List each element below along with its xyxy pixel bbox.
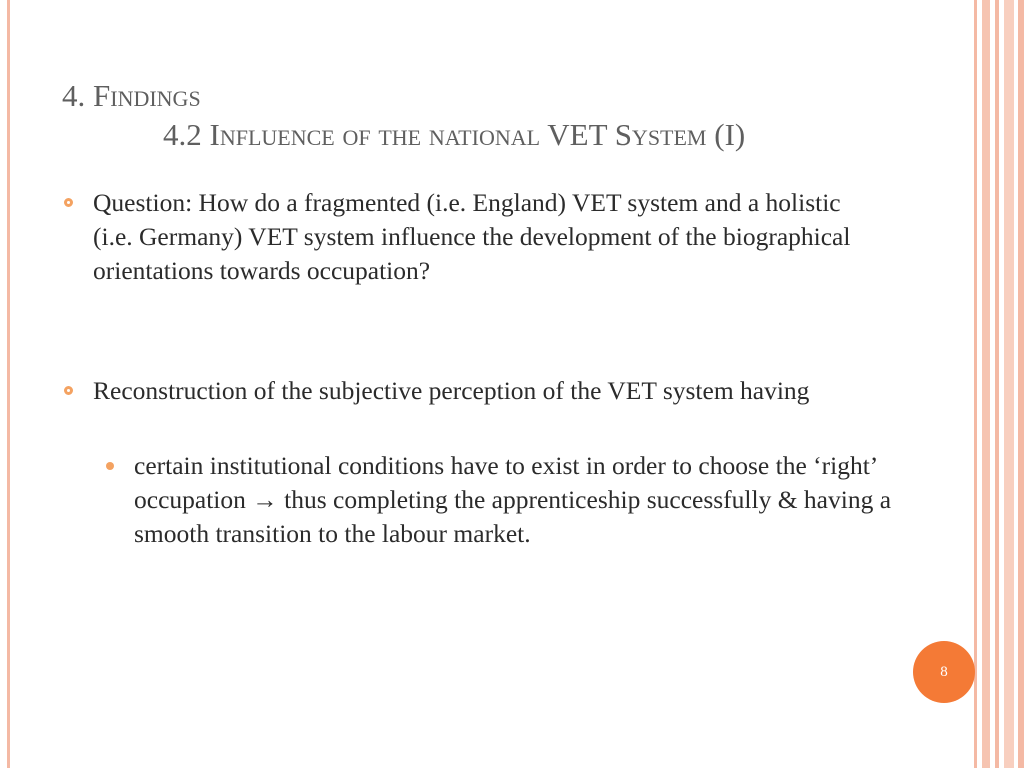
sub-bullet-icon: [106, 462, 114, 470]
title-line-2: 4.2 Influence of the national VET System (I): [163, 117, 746, 152]
page-number: 8: [940, 663, 948, 680]
sub-bullet-text-end: thus completing the apprenticeship successfully & having a smooth transition to the labour market.: [134, 485, 892, 548]
sub-bullet-text-start: certain institutional conditions have to exist in order to choose the ‘right’ occupation: [134, 451, 877, 514]
title-line-1: 4. Findings: [62, 78, 201, 113]
page-number-badge: [913, 641, 975, 703]
bullet-icon: [64, 386, 73, 395]
slide-title: [62, 76, 962, 154]
bullet-icon: [64, 198, 73, 207]
bullet-reconstruction: Reconstruction of the subjective perception of the VET system having: [93, 376, 810, 405]
left-decorative-rule: [7, 0, 10, 768]
sub-bullet-conditions: [134, 449, 894, 551]
bullet-question: Question: How do a fragmented (i.e. England) VET system and a holistic (i.e. Germany) VET system influence the development of the biographical orientations towards occupation?: [93, 188, 851, 285]
right-decorative-stripes: [974, 0, 1024, 768]
arrow-icon: →: [252, 485, 278, 514]
